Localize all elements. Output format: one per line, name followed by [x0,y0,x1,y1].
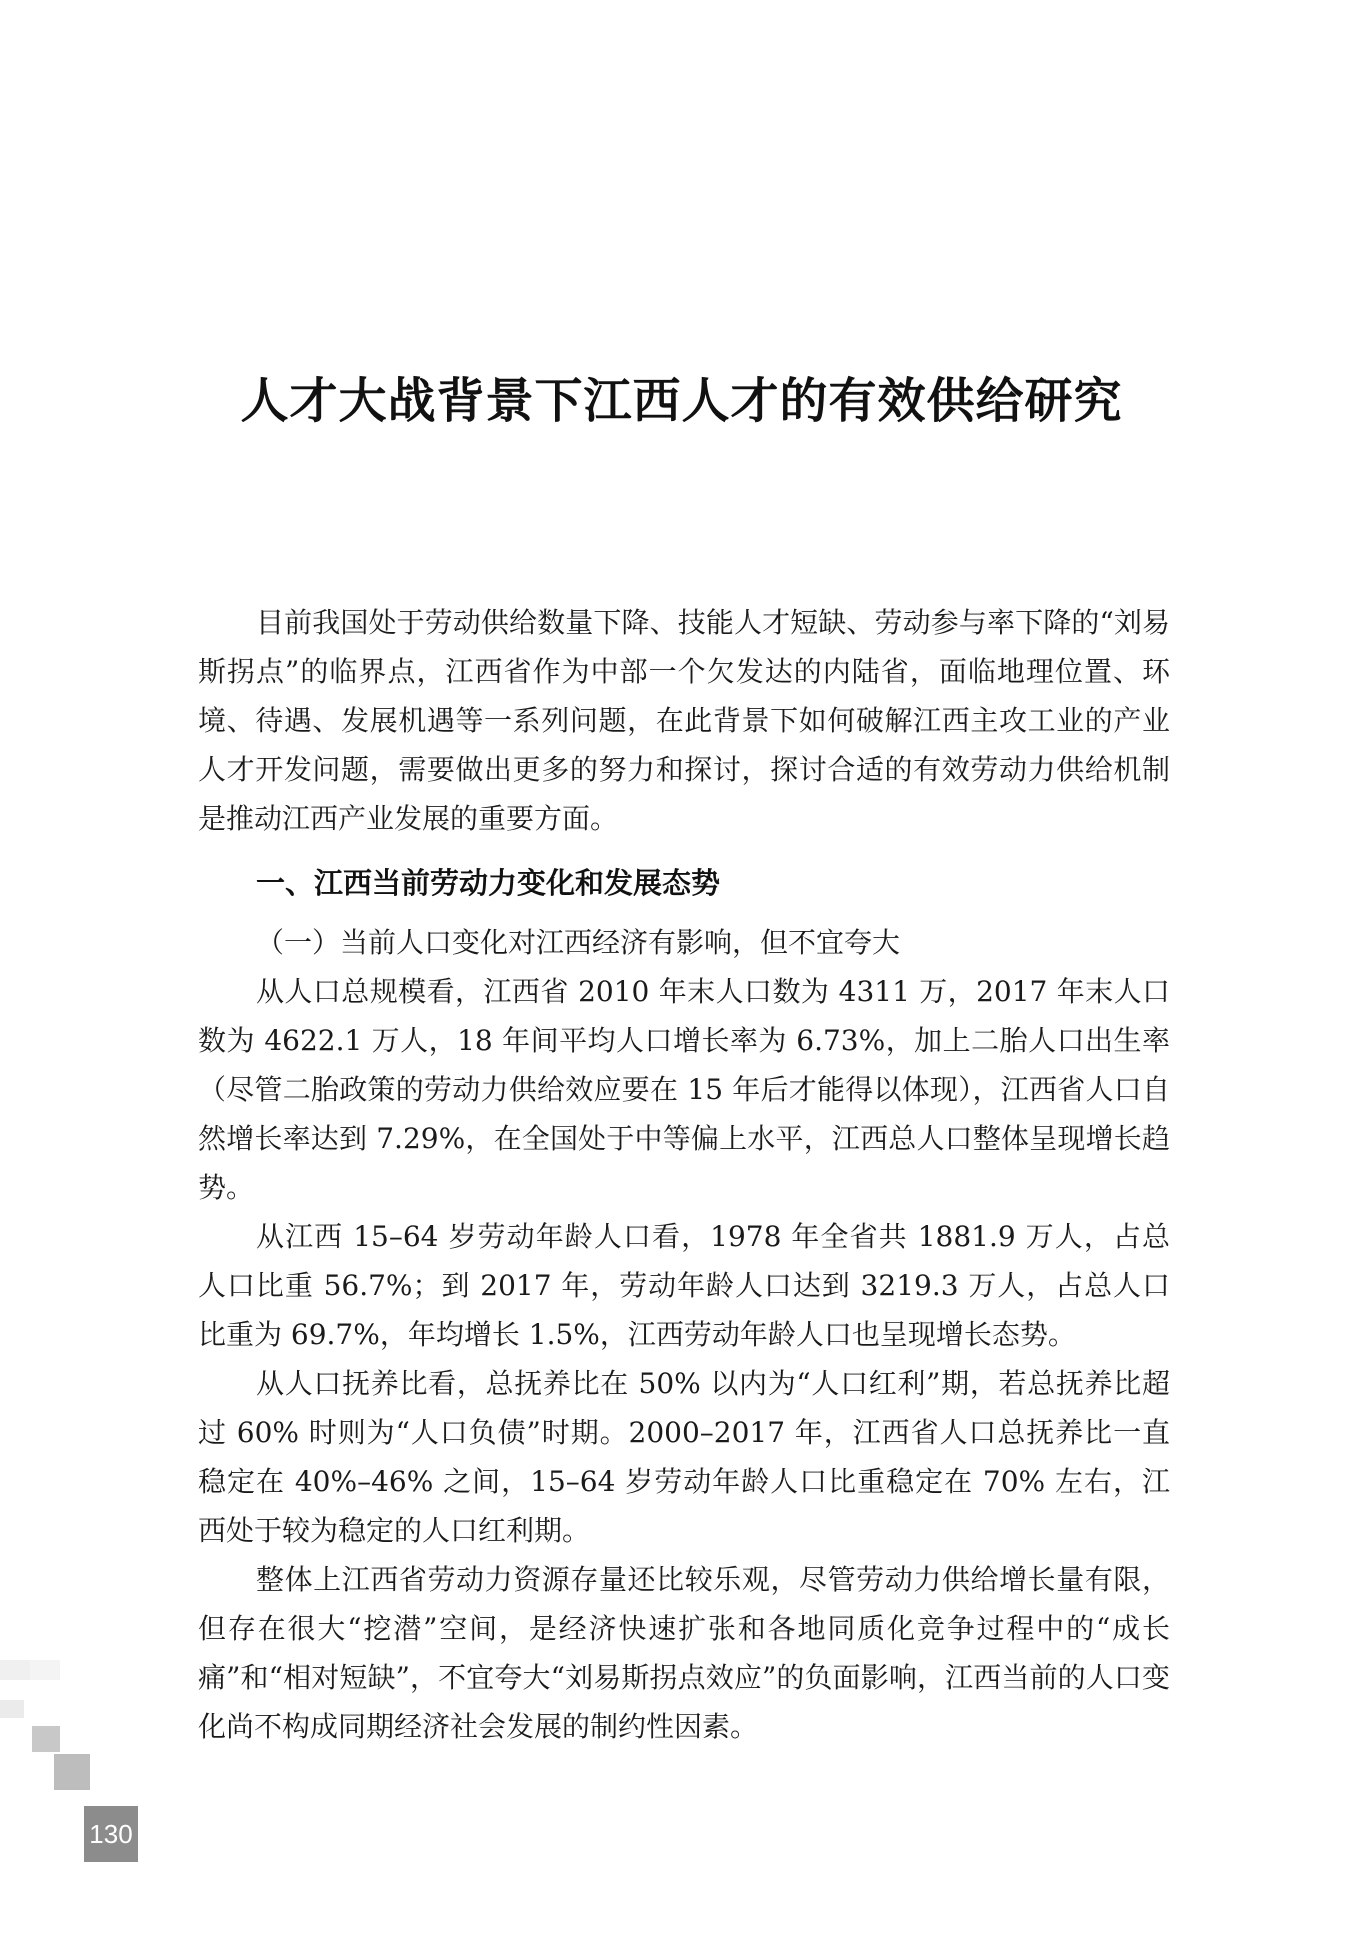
decorative-square [54,1754,90,1790]
subsection-heading: （一）当前人口变化对江西经济有影响，但不宜夸大 [256,926,901,959]
section-heading: 一、江西当前劳动力变化和发展态势 [256,866,721,900]
intro-paragraph: 目前我国处于劳动供给数量下降、技能人才短缺、劳动参与率下降的“刘易斯拐点”的临界点，江西省作为中部一个欠发达的内陆省，面临地理位置、环境、待遇、发展机遇等一系列问题，在此背景下如何破解江西主攻工业的产业人才开发问题，需要做出更多的努力和探讨，探讨合适的有效劳动力供给机制是推动江西产业发展的重要方面。 [198,606,1170,835]
decorative-square [32,1726,60,1752]
decorative-square [30,1660,60,1680]
page-number: 130 [89,1818,133,1849]
decorative-square [0,1660,30,1680]
body-paragraph: 从人口抚养比看，总抚养比在 50% 以内为“人口红利”期，若总抚养比超过 60% 时则为“人口负债”时期。2000–2017 年，江西省人口总抚养比一直稳定在 40%–46% 之间，15–64 岁劳动年龄人口比重稳定在 70% 左右，江西处于较为稳定的人口红利期。 [198,1367,1170,1547]
body-paragraph: 整体上江西省劳动力资源存量还比较乐观，尽管劳动力供给增长量有限，但存在很大“挖潜”空间，是经济快速扩张和各地同质化竞争过程中的“成长痛”和“相对短缺”，不宜夸大“刘易斯拐点效应”的负面影响，江西当前的人口变化尚不构成同期经济社会发展的制约性因素。 [198,1563,1170,1743]
article-body [198,598,1170,1751]
body-paragraph: 从江西 15–64 岁劳动年龄人口看，1978 年全省共 1881.9 万人，占总人口比重 56.7%；到 2017 年，劳动年龄人口达到 3219.3 万人，占总人口比重为 69.7%，年均增长 1.5%，江西劳动年龄人口也呈现增长态势。 [198,1220,1170,1351]
decorative-square [0,1700,24,1718]
page-title: 人才大战背景下江西人才的有效供给研究 [240,373,1123,429]
page-number-box [84,1806,138,1862]
body-paragraph: 从人口总规模看，江西省 2010 年末人口数为 4311 万，2017 年末人口数为 4622.1 万人，18 年间平均人口增长率为 6.73%，加上二胎人口出生率（尽管二胎政策的劳动力供给效应要在 15 年后才能得以体现），江西省人口自然增长率达到 7.29%，在全国处于中等偏上水平，江西总人口整体呈现增长趋势。 [198,975,1170,1204]
